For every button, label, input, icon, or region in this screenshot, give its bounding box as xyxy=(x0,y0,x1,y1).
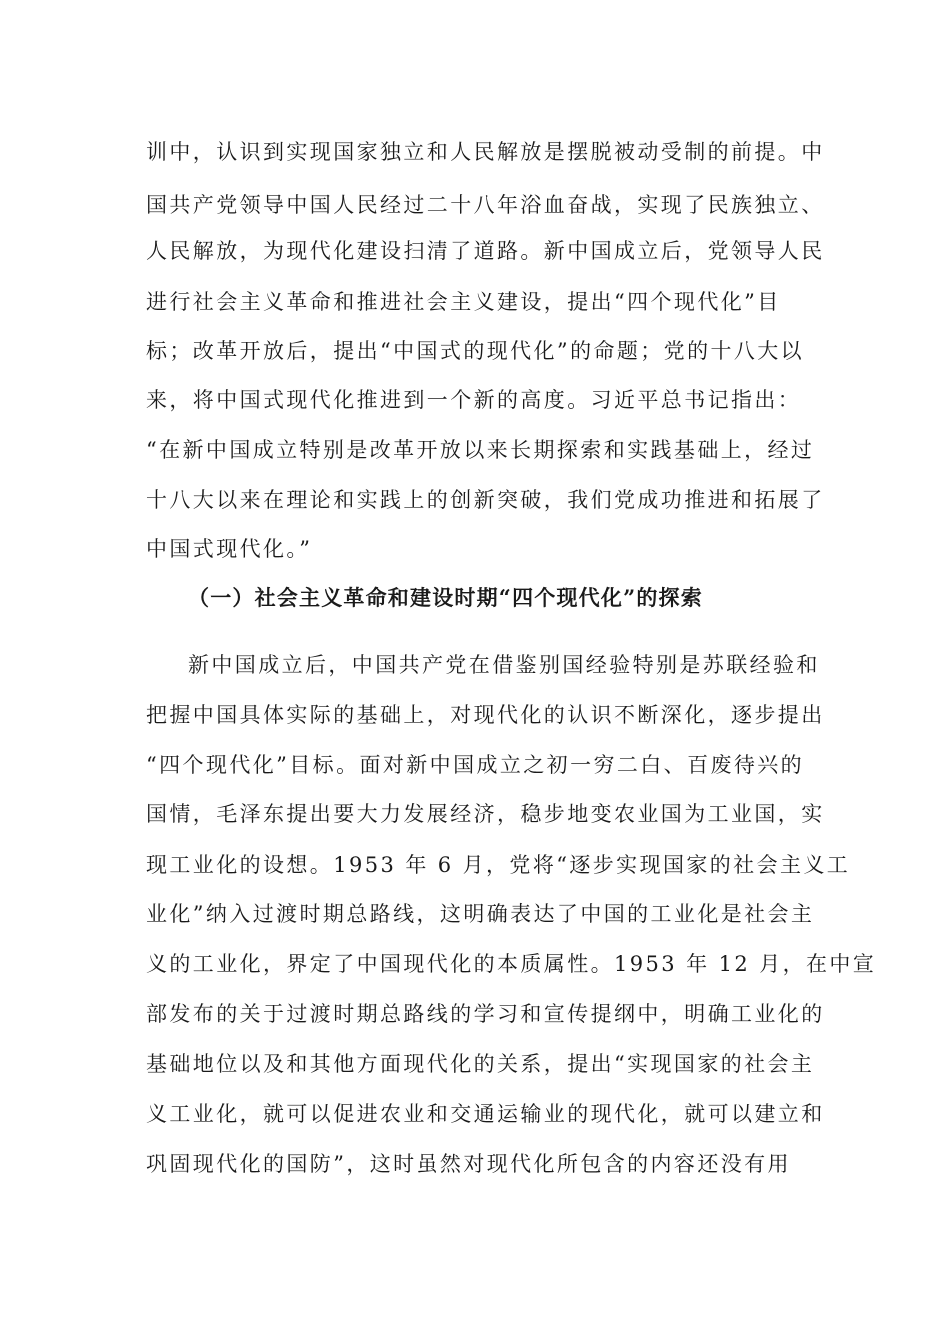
paragraph-2-line: 部发布的关于过渡时期总路线的学习和宣传提纲中，明确工业化的 xyxy=(146,1002,825,1026)
paragraph-1-line: 来，将中国式现代化推进到一个新的高度。习近平总书记指出： xyxy=(146,388,802,412)
paragraph-1-line: 国共产党领导中国人民经过二十八年浴血奋战，实现了民族独立、 xyxy=(146,193,825,217)
paragraph-2-line: 义的工业化，界定了中国现代化的本质属性。1953 年 12 月，在中宣 xyxy=(146,952,877,976)
paragraph-2-line: 把握中国具体实际的基础上，对现代化的认识不断深化，逐步提出 xyxy=(146,703,825,727)
paragraph-2-line: 巩固现代化的国防”，这时虽然对现代化所包含的内容还没有用 xyxy=(146,1152,791,1176)
paragraph-1-line: 训中，认识到实现国家独立和人民解放是摆脱被动受制的前提。中 xyxy=(146,140,825,164)
paragraph-1-line: 人民解放，为现代化建设扫清了道路。新中国成立后，党领导人民 xyxy=(146,239,825,263)
paragraph-2-line: 新中国成立后，中国共产党在借鉴别国经验特别是苏联经验和 xyxy=(188,653,820,677)
paragraph-2-line: 国情，毛泽东提出要大力发展经济，稳步地变农业国为工业国，实 xyxy=(146,802,825,826)
paragraph-1-line: 中国式现代化。” xyxy=(146,537,313,561)
paragraph-2-line: 基础地位以及和其他方面现代化的关系，提出“实现国家的社会主 xyxy=(146,1052,815,1076)
paragraph-1-line: 进行社会主义革命和推进社会主义建设，提出“四个现代化”目 xyxy=(146,290,781,314)
paragraph-1-line: 十八大以来在理论和实践上的创新突破，我们党成功推进和拓展了 xyxy=(146,488,825,512)
section-heading: （一）社会主义革命和建设时期“四个现代化”的探索 xyxy=(188,585,703,610)
paragraph-1-line: 标；改革开放后，提出“中国式的现代化”的命题；党的十八大以 xyxy=(146,339,805,363)
paragraph-2-line: “四个现代化”目标。面对新中国成立之初一穷二白、百废待兴的 xyxy=(146,753,805,777)
paragraph-2-line: 义工业化，就可以促进农业和交通运输业的现代化，就可以建立和 xyxy=(146,1102,825,1126)
paragraph-2-line: 现工业化的设想。1953 年 6 月，党将“逐步实现国家的社会主义工 xyxy=(146,853,851,877)
paragraph-1-line: “在新中国成立特别是改革开放以来长期探索和实践基础上，经过 xyxy=(146,438,815,462)
paragraph-2-line: 业化”纳入过渡时期总路线，这明确表达了中国的工业化是社会主 xyxy=(146,902,815,926)
